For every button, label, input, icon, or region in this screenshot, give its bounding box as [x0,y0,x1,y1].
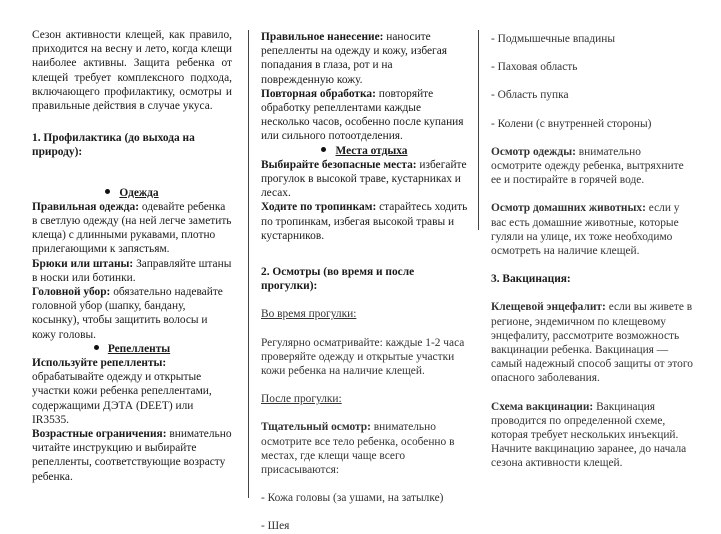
bullet-dot-icon [321,147,326,152]
headwear-item: Головной убор: обязательно надевайте головной убор (шапку, бандану, косынку), чтобы защитить волосы и кожу головы. [32,286,223,341]
body-area-item: - Подмышечные впадины [491,33,615,45]
intro-paragraph: Сезон активности клещей, как правило, приходится на весну и лето, когда клещи наиболее активны. Защита ребенка от клещей требует комплексного подхода, включающего профилактику, осмотры и правильные действия в случае укуса. [32,29,232,113]
clothing-item: Правильная одежда: одевайте ребенка в светлую одежду (на ней легче заметить клеща) с длинными рукавами, плотно прилегающими к запястьям. [32,200,232,256]
age-limits-item: Возрастные ограничения: внимательно читайте инструкцию и выбирайте репелленты, соответствующие возрасту ребенка. [32,428,232,483]
body-area-item: - Область пупка [491,89,569,102]
clothes-inspection-item: Осмотр одежды: внимательно осмотрите одежду ребенка, вытряхните ее и постирайте в горячей воде. [491,145,684,187]
during-walk-subheading: Во время прогулки: [261,308,357,321]
section-2-heading: 2. Осмотры (во время и после прогулки): [261,266,415,293]
during-walk-text: Регулярно осматривайте: каждые 1-2 часа проверяйте одежду и открытые участки кожи ребенка на наличие клещей. [261,336,465,378]
bullet-repellents: Репелленты [32,342,232,356]
bullet-dot-icon [94,345,99,350]
body-area-item: - Колени (с внутренней стороны) [491,117,652,130]
tick-encephalitis-item: Клещевой энцефалит: если вы живете в регионе, эндемичном по клещевому энцефалиту, рассмотрите возможность вакцинации ребенка. Вакцинация — самый надежный способ защиты от этого опасного заболевания. [491,301,693,385]
column-1 [32,28,232,484]
after-walk-subheading: После прогулки: [261,393,342,406]
pants-item: Брюки или штаны: Заправляйте штаны в носки или ботинки. [32,257,232,284]
choose-safe-places-item: Выбирайте безопасные места: избегайте прогулок в высокой траве, кустарниках и лесах. [261,158,467,200]
bullet-rest-places: Места отдыха [261,144,468,158]
use-repellents-item: Используйте репелленты: обрабатывайте одежду и открытые участки кожи ребенка репеллентами, содержащими ДЭТА (DEET) или IR3535. [32,357,212,426]
walk-on-paths-item: Ходите по тропинкам: старайтесь ходить по тропинкам, избегая высокой травы и кустарников. [261,201,468,242]
body-area-item: - Шея [261,520,290,533]
vaccination-schedule-item: Схема вакцинации: Вакцинация проводится по определенной схеме, которая требует нескольких инъекций. Начните вакцинацию заранее, до начала сезона активности клещей. [491,400,687,470]
column-divider [248,30,249,498]
column-divider [478,30,479,230]
column-3 [491,32,693,471]
pets-inspection-item: Осмотр домашних животных: если у вас есть домашние животные, которые гуляли на улице, их тоже необходимо осмотреть на наличие клещей. [491,202,680,258]
body-area-item: - Паховая область [491,61,578,74]
section-3-heading: 3. Вакцинация: [491,273,571,286]
section-1-heading: 1. Профилактика (до выхода на природу): [32,132,195,159]
repeat-treatment-item: Повторная обработка: повторяйте обработку репеллентами каждые несколько часов, особенно после купания или сильного потоотделения. [261,87,464,143]
bullet-dot-icon [105,189,110,194]
thorough-inspection-item: Тщательный осмотр: внимательно осмотрите все тело ребенка, особенно в местах, где клещи чаще всего присасываются: [261,421,455,477]
body-area-item: - Кожа головы (за ушами, на затылке) [261,492,444,505]
column-2 [261,30,468,534]
bullet-clothing: Одежда [32,186,232,200]
correct-application-item: Правильное нанесение: наносите репелленты на одежду и кожу, избегая попадания в глаза, рот и на поврежденную кожу. [261,31,448,86]
